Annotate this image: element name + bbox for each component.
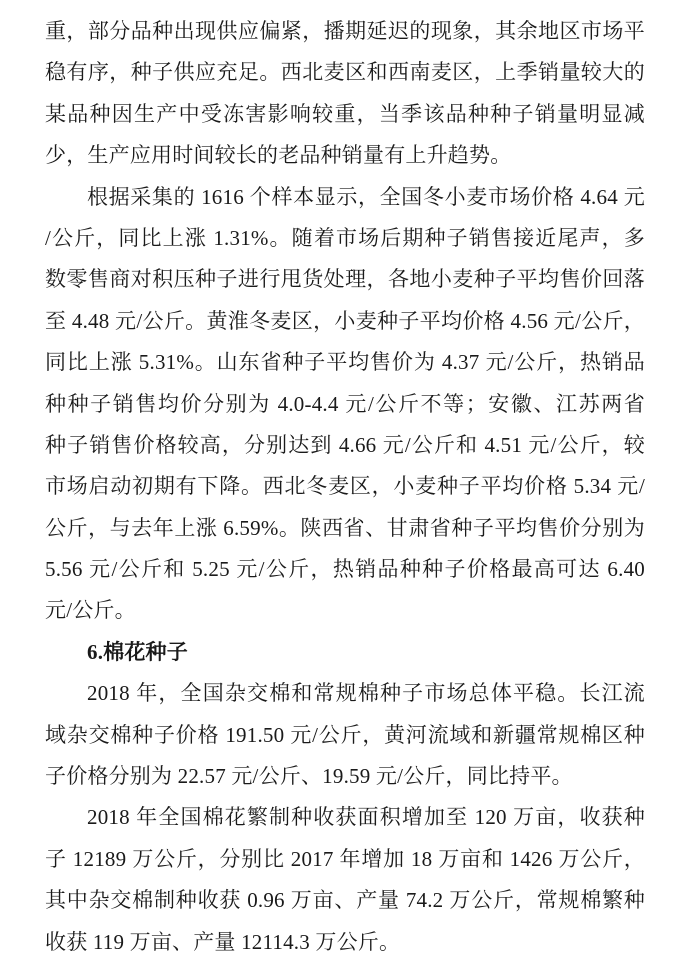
document-line: 公斤，与去年上涨 6.59%。陕西省、甘肃省种子平均售价分别为: [45, 515, 645, 540]
document-line: 数零售商对积压种子进行甩货处理，各地小麦种子平均售价回落: [45, 267, 645, 292]
document-line: 某品种因生产中受冻害影响较重，当季该品种种子销量明显减: [45, 101, 645, 126]
document-line: 子 12189 万公斤，分别比 2017 年增加 18 万亩和 1426 万公斤，: [45, 846, 645, 871]
document-line: 根据采集的 1616 个样本显示，全国冬小麦市场价格 4.64 元: [87, 184, 645, 209]
document-line: 至 4.48 元/公斤。黄淮冬麦区，小麦种子平均价格 4.56 元/公斤，: [45, 308, 645, 333]
document-line: 子价格分别为 22.57 元/公斤、19.59 元/公斤，同比持平。: [45, 764, 573, 789]
document-line: 少，生产应用时间较长的老品种销量有上升趋势。: [45, 143, 512, 168]
document-line: 5.56 元/公斤和 5.25 元/公斤，热销品种种子价格最高可达 6.40: [45, 557, 645, 582]
document-line: /公斤，同比上涨 1.31%。随着市场后期种子销售接近尾声，多: [45, 225, 645, 250]
document-line: 稳有序，种子供应充足。西北麦区和西南麦区，上季销量较大的: [45, 60, 645, 85]
document-line: 同比上涨 5.31%。山东省种子平均售价为 4.37 元/公斤，热销品: [45, 350, 645, 375]
document-line: 种子销售价格较高，分别达到 4.66 元/公斤和 4.51 元/公斤，较: [45, 432, 645, 457]
document-line: 其中杂交棉制种收获 0.96 万亩、产量 74.2 万公斤，常规棉繁种: [45, 888, 645, 913]
document-line: 域杂交棉种子价格 191.50 元/公斤，黄河流域和新疆常规棉区种: [45, 722, 645, 747]
document-line: 元/公斤。: [45, 598, 136, 623]
document-line: 重，部分品种出现供应偏紧，播期延迟的现象，其余地区市场平: [45, 19, 645, 43]
document-line: 种种子销售均价分别为 4.0-4.4 元/公斤不等；安徽、江苏两省: [45, 391, 645, 416]
document-line: 2018 年全国棉花繁制种收获面积增加至 120 万亩，收获种: [87, 805, 645, 830]
section-heading: 6.棉花种子: [87, 639, 188, 664]
document-line: 收获 119 万亩、产量 12114.3 万公斤。: [45, 929, 401, 954]
document-line: 2018 年，全国杂交棉和常规棉种子市场总体平稳。长江流: [87, 681, 645, 706]
document-line: 市场启动初期有下降。西北冬麦区，小麦种子平均价格 5.34 元/: [45, 474, 645, 499]
